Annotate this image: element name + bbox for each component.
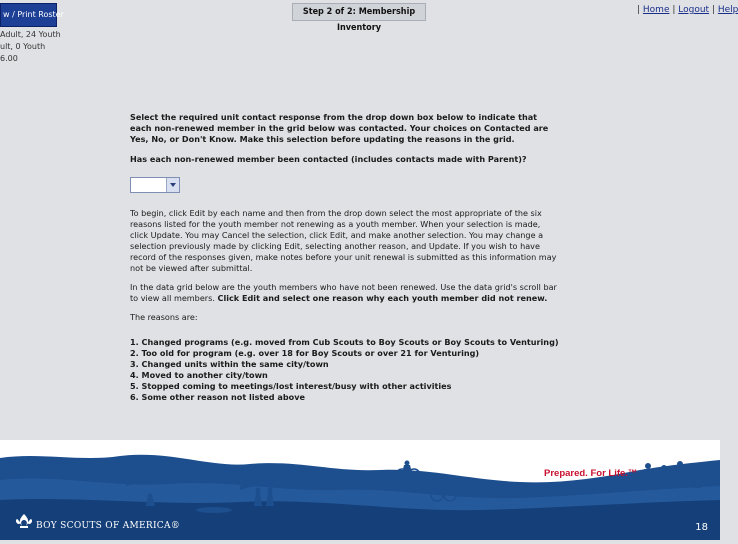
separator: | (672, 5, 679, 15)
list-item: 2. Too old for program (e.g. over 18 for Boy Scouts or over 21 for Venturing) (130, 348, 480, 358)
summary-line: 6.00 (0, 54, 18, 63)
list-item: 3. Changed units within the same city/town (130, 359, 329, 369)
reasons-list (130, 337, 560, 403)
main-content (130, 112, 560, 403)
edit-instructions: To begin, click Edit by each name and then from the drop down select the most appropriate of the six reasons listed for the youth member not renewing as a youth member. When your selection is made, click Update. You may Cancel the selection, click Edit, and make another selection. You may change a selection previously made by clicking Edit, selecting another reason, and Update. If you wish to have record of the responses given, make notes before your unit renewal is submitted as this information may not be viewed after submittal. (130, 208, 557, 273)
list-item: 1. Changed programs (e.g. moved from Cub Scouts to Boy Scouts or Boy Scouts to Venturing) (130, 337, 559, 347)
separator: | (711, 5, 718, 15)
print-roster-button[interactable]: w / Print Roster (0, 3, 57, 27)
page-number: 18 (695, 522, 708, 533)
summary-line: ult, 0 Youth (0, 42, 46, 51)
chevron-down-icon[interactable] (166, 178, 179, 192)
summary-line: Adult, 24 Youth (0, 30, 61, 39)
list-item: 5. Stopped coming to meetings/lost interest/busy with other activities (130, 381, 452, 391)
separator: | (637, 5, 643, 15)
list-item: 4. Moved to another city/town (130, 370, 268, 380)
reasons-heading: The reasons are: (130, 312, 198, 322)
intro-text: Select the required unit contact response from the drop down box below to indicate that each non-renewed member in the grid below was contacted. Your choices on Contacted are Yes, No, or Don't Know. Make this selection before updating the reasons in the grid. (130, 112, 549, 144)
tagline: Prepared. For Life.™ (544, 468, 638, 479)
top-nav-links (637, 5, 738, 15)
step-title: Step 2 of 2: Membership Inventory (292, 3, 426, 21)
list-item: 6. Some other reason not listed above (130, 392, 305, 402)
roster-summary (0, 29, 61, 65)
grid-note-text: In the data grid below are the youth members who have not been renewed. Use the data grid's scroll bar to view all members. (130, 282, 557, 303)
contacted-question: Has each non-renewed member been contacted (includes contacts made with Parent)? (130, 154, 527, 164)
grid-note-bold: Click Edit and select one reason why each youth member did not renew. (217, 293, 548, 303)
home-link[interactable]: Home (642, 5, 670, 15)
organization-name: BOY SCOUTS OF AMERICA® (36, 521, 181, 531)
grid-note (130, 282, 560, 304)
logout-link[interactable]: Logout (678, 5, 710, 15)
contacted-dropdown[interactable] (130, 177, 180, 193)
footer-banner (0, 440, 720, 540)
help-link[interactable]: Help (717, 5, 738, 15)
